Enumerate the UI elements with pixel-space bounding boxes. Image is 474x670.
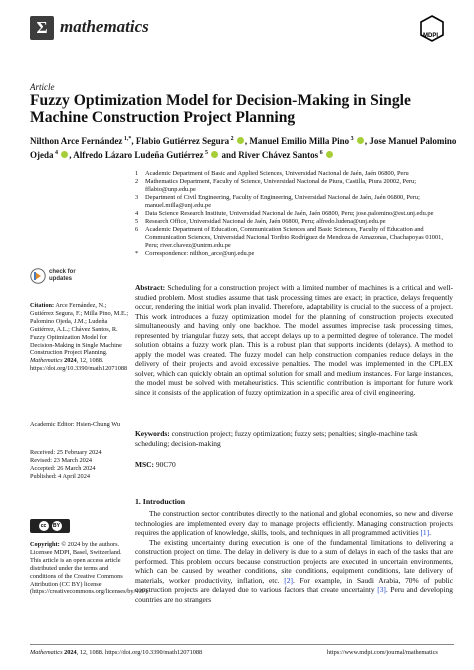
check-for-line: check for bbox=[49, 269, 76, 275]
updates-line: updates bbox=[49, 275, 73, 282]
affiliation-number: 4 bbox=[135, 210, 139, 217]
affiliation-item bbox=[135, 226, 453, 250]
accepted-date: Accepted: 26 March 2024 bbox=[30, 464, 96, 472]
author-name: Alfredo Lázaro Ludeña Gutiérrez bbox=[73, 150, 204, 160]
affiliation-number: 5 bbox=[135, 218, 139, 225]
article-dates bbox=[30, 449, 130, 481]
received-date: Received: 25 February 2024 bbox=[30, 449, 102, 456]
keywords-text: construction project; fuzzy optimization; fuzzy sets; penalties; single-machine task scheduling; decision-making bbox=[135, 429, 418, 448]
affiliation-text: Mathematics Department, Faculty of Science, Universidad Nacional de Piura, Castilla, Piura 20002, Peru; fflabio@unp.edu.pe bbox=[145, 178, 416, 193]
footer-divider bbox=[30, 644, 454, 645]
affiliation-item bbox=[135, 178, 453, 194]
affiliation-text: Department of Civil Engineering, Faculty of Engineering, Universidad Nacional de Jaén, Jaén 06800, Peru; manuel.milla@unj.edu.pe bbox=[145, 194, 420, 209]
abstract-text: Scheduling for a construction project with a limited number of machines is a critical and well-studied problem. Most studies assume that task processing times are exact; in practice, delays frequently occur, rendering the initial work plan invalid. Therefore, adaptability is crucial to the success of a project. This work introduces a fuzzy optimization model for the planning of construction projects executed simultaneously and having only one backhoe. The model assumes imprecise task processing times, represented by triangular fuzzy sets, that accept delays up to a permitted degree of tolerance. The model solution obtains a fuzzy work plan. This is a robust plan that supports incidents (delays). A method to apply the model was created. The fuzzy model can help construction companies reduce delays in the delivery of their projects and avoid excessive penalties. The model was implemented in the CPLEX solver, which can quickly obtain an optimal solution for small and medium instances. For large instances, the model must be solved with metaheuristics. This scientific contribution is important for future work since it consists of the application of fuzzy optimization in a specific area of civil engineering. bbox=[135, 283, 453, 397]
author-affiliation-mark: 5 bbox=[203, 150, 209, 156]
cc-icon: cc bbox=[39, 521, 49, 531]
affiliation-text: Correspondence: nilthon_arce@unj.edu.pe bbox=[145, 250, 255, 257]
introduction-body bbox=[135, 509, 453, 604]
citation-link[interactable]: [2] bbox=[284, 575, 293, 585]
author-separator: and bbox=[219, 150, 237, 160]
affiliation-item bbox=[135, 210, 453, 218]
author-affiliation-mark: 6 bbox=[318, 150, 323, 156]
affiliation-text: Research Office, Universidad Nacional de Jaén, Jaén 06800, Peru; alfredo.ludena@unj.edu.pe bbox=[145, 218, 386, 225]
citation-year: 2024 bbox=[64, 357, 77, 365]
footer-year: 2024 bbox=[64, 649, 77, 656]
author-separator: , bbox=[364, 136, 368, 146]
affiliation-number: 3 bbox=[135, 194, 139, 201]
abstract-label: Abstract: bbox=[135, 283, 166, 292]
citation-label: Citation: bbox=[30, 302, 55, 309]
check-for-updates-icon[interactable] bbox=[30, 268, 46, 284]
footer-citation bbox=[30, 649, 202, 656]
orcid-icon[interactable] bbox=[237, 137, 244, 144]
footer-journal-url[interactable]: https://www.mdpi.com/journal/mathematics bbox=[327, 649, 438, 656]
affiliation-item bbox=[135, 218, 453, 226]
abstract bbox=[135, 283, 453, 397]
affiliation-number: 2 bbox=[135, 178, 139, 185]
orcid-icon[interactable] bbox=[61, 151, 68, 158]
msc-label: MSC: bbox=[135, 460, 155, 469]
editor-name: Hsien-Chung Wu bbox=[76, 421, 121, 428]
article-type: Article bbox=[30, 82, 55, 92]
affiliations-list bbox=[135, 170, 453, 258]
affiliation-number: 1 bbox=[135, 170, 139, 177]
revised-date: Revised: 23 March 2024 bbox=[30, 456, 93, 464]
affiliation-item bbox=[135, 170, 453, 178]
academic-editor bbox=[30, 421, 130, 429]
by-icon: BY bbox=[53, 523, 60, 529]
journal-logo: Σ bbox=[30, 16, 54, 40]
author-name: Flabio Gutiérrez Segura bbox=[135, 136, 230, 146]
published-date: Published: 4 April 2024 bbox=[30, 472, 90, 480]
editor-label: Academic Editor: bbox=[30, 421, 75, 428]
msc-text: 90C70 bbox=[155, 460, 176, 469]
keywords bbox=[135, 429, 453, 448]
footer-journal: Mathematics bbox=[30, 649, 63, 656]
copyright-label: Copyright: bbox=[30, 541, 60, 548]
affiliation-text: Academic Department of Education, Communication Sciences and Basic Sciences, Faculty of Education and Communication Sciences, Universidad Nacional Toribio Rodríguez de Mendoza de Amazonas, Chachapoyas 01001, Peru; river.chavez@untrm.edu.pe bbox=[145, 226, 443, 249]
author-name: River Chávez Santos bbox=[238, 150, 319, 160]
author-affiliation-mark: 3 bbox=[349, 136, 354, 142]
author-separator: , bbox=[131, 136, 134, 146]
citation-link[interactable]: [1] bbox=[420, 528, 430, 537]
citation-doi[interactable]: , 12, 1088. https://doi.org/10.3390/math12071088 bbox=[30, 357, 128, 373]
check-for-updates-label[interactable] bbox=[49, 269, 76, 282]
author-separator: , bbox=[69, 150, 72, 160]
paragraph-text: The construction sector contributes directly to the national and global economies, so new and diverse technologies are implemented every day to manage projects efficiently. Managing construction projects requires the application of knowledge, skills, tools, and techniques in all programmed activities bbox=[135, 509, 453, 537]
author-name: Nilthon Arce Fernández bbox=[30, 136, 123, 146]
author-affiliation-mark: 4 bbox=[53, 150, 58, 156]
citation-journal: Mathematics bbox=[30, 357, 63, 365]
keywords-label: Keywords: bbox=[135, 429, 170, 438]
orcid-icon[interactable] bbox=[211, 151, 218, 158]
orcid-icon[interactable] bbox=[357, 137, 364, 144]
msc-codes bbox=[135, 460, 176, 469]
orcid-icon[interactable] bbox=[326, 151, 333, 158]
author-name: Manuel Emilio Milla Pino bbox=[249, 136, 350, 146]
affiliation-number: * bbox=[135, 250, 139, 257]
journal-name[interactable]: mathematics bbox=[60, 17, 149, 36]
paragraph: The construction sector contributes directly to the national and global economies, so new and diverse technologies are implemented every day to manage projects efficiently. Managing construction projects requires the application of knowledge, skills, tools, and techniques in all programmed activities [1]. bbox=[135, 509, 453, 537]
publisher-name: MDPI bbox=[423, 33, 438, 39]
affiliation-item bbox=[135, 194, 453, 210]
paragraph-text: The existing uncertainty during execution is one of the fundamental limitations to delivering a construction project on time. The delay in delivery is due to a sum of delays in each of the tasks that are performed. This problem occurs because construction projects are executed in uncertain environments, which can be caused by weather conditions, site conditions, equipment conditions, late delivery of materials, worker productivity, inflation, etc. bbox=[135, 537, 453, 585]
paragraph-text: Peru and developing countries are no strangers bbox=[135, 585, 454, 604]
article-title: Fuzzy Optimization Model for Decision-Making in Single Machine Construction Project Planning bbox=[30, 92, 411, 126]
copyright-block bbox=[30, 541, 149, 596]
author-name: Jose Manuel Palomino Ojeda bbox=[30, 136, 457, 160]
paragraph: The existing uncertainty during execution is one of the fundamental limitations to delivering a construction project on time. The delay in delivery is due to a sum of delays in each of the tasks that are performed. This problem occurs because construction projects are executed in uncertain environments, which can be caused by weather conditions, site conditions, equipment conditions, late delivery of materials, worker productivity, inflation, etc. [2]. For example, in Saudi Arabia, 70% of public construction projects are delayed due to various factors that create uncertainty [3]. Peru and developing countries are no strangers bbox=[135, 537, 454, 604]
cc-by-license-badge[interactable] bbox=[30, 519, 70, 533]
citation-text: Arce Fernández, N.; Gutiérrez Segura, F.; Milla Pino, M.E.; Palomino Ojeda, J.M.; Ludeña Gutiérrez, A.L.; Chávez Santos, R. Fuzzy Optimization Model for Decision-Making in Single Machine Construction Project Planning. bbox=[30, 302, 129, 357]
author-affiliation-mark: 2 bbox=[229, 136, 234, 142]
author-separator: , bbox=[244, 136, 248, 146]
paragraph-text: For example, in Saudi Arabia, 70% of public construction projects are delayed due to various factors that create uncertainty bbox=[135, 575, 454, 594]
citation-block bbox=[30, 302, 130, 373]
section-heading: 1. Introduction bbox=[135, 497, 186, 506]
affiliation-text: Data Science Research Institute, Universidad Nacional de Jaén, Jaén 06800, Peru; jose.palomino@est.unj.edu.pe bbox=[145, 210, 434, 217]
author-list bbox=[30, 133, 460, 161]
footer-doi[interactable]: , 12, 1088. https://doi.org/10.3390/math12071088 bbox=[76, 649, 203, 656]
affiliation-text: Academic Department of Basic and Applied Sciences, Universidad Nacional de Jaén, Jaén 06800, Peru bbox=[145, 170, 409, 177]
copyright-text: © 2024 by the authors. Licensee MDPI, Basel, Switzerland. This article is an open access article distributed under the terms and conditions of the Creative Commons Attribution (CC BY) license (https://creativecommons.org/licenses/by/4.0/). bbox=[30, 541, 149, 596]
affiliation-number: 6 bbox=[135, 226, 139, 233]
author-affiliation-mark: 1,* bbox=[122, 136, 132, 142]
citation-link[interactable]: [3] bbox=[377, 585, 386, 594]
affiliation-item bbox=[135, 250, 453, 258]
